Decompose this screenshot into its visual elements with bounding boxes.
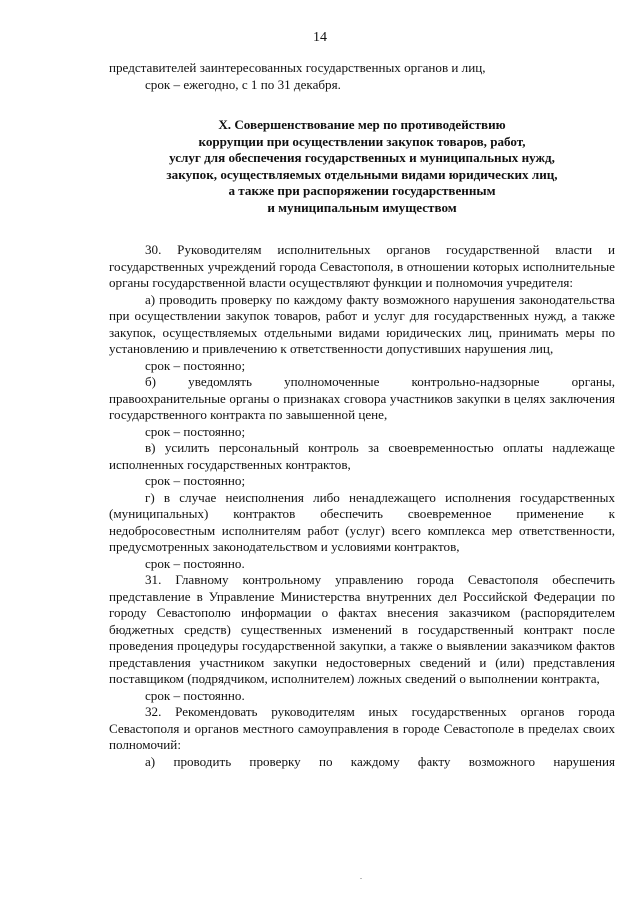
section-heading-line: закупок, осуществляемых отдельными видами юридических лиц, <box>166 166 558 182</box>
paragraph-30: 30. Руководителям исполнительных органов государственной власти и государственных учреждений города Севастополя, в отношении которых исполнительные органы государственной власти осуществляют функции и полномочия учредителя: <box>109 242 615 290</box>
item-30b: б) уведомлять уполномоченные контрольно-надзорные органы, правоохранительные органы о признаках сговора участников закупки в целях заключения государственного контракта по завышенной цене, <box>109 374 615 422</box>
deadline: срок – постоянно. <box>145 555 245 571</box>
item-30a: а) проводить проверку по каждому факту возможного нарушения законодательства при осуществлении закупок товаров, работ и услуг для государственных нужд, а также закупок, осуществляемых отдельными видами юридических лиц, принимать меры по установлению и привлечению к ответственности допустивших нарушения лиц, <box>109 291 615 356</box>
deadline: срок – постоянно. <box>145 687 245 703</box>
item-32a: а) проводить проверку по каждому факту возможного нарушения <box>145 753 615 769</box>
item-30v: в) усилить персональный контроль за своевременностью оплаты надлежаще исполненных государственных контрактов, <box>109 440 615 472</box>
deadline: срок – постоянно; <box>145 473 246 488</box>
page-number: 14 <box>313 30 327 45</box>
section-heading-line: и муниципальным имуществом <box>267 199 457 215</box>
deadline: срок – постоянно; <box>145 423 246 439</box>
section-heading <box>109 117 615 216</box>
intro-deadline: срок – ежегодно, с 1 по 31 декабря. <box>145 76 341 92</box>
section-heading-line: X. Совершенствование мер по противодействию <box>218 117 506 132</box>
deadline: срок – постоянно; <box>145 357 246 373</box>
document-body <box>109 60 615 770</box>
intro-line: представителей заинтересованных государственных органов и лиц, <box>109 60 486 75</box>
paragraph-32: 32. Рекомендовать руководителям иных государственных органов города Севастополя и органов местного самоуправления в городе Севастополе в пределах своих полномочий: <box>109 704 615 752</box>
section-heading-line: услуг для обеспечения государственных и муниципальных нужд, <box>169 150 555 165</box>
paragraph-31: 31. Главному контрольному управлению города Севастополя обеспечить представление в Управление Министерства внутренних дел Российской Федерации по городу Севастополю информации о фактах внесения заказчиком (распорядителем бюджетных средств) существенных изменений в государственный контракт после проведения процедуры государственной закупки, а также о выявлении заказчиком фактов представления участником закупки недостоверных сведений и (или) представления поставщиком (подрядчиком, исполнителем) ложных сведений о выполнении контракта, <box>109 572 615 686</box>
item-30g: г) в случае неисполнения либо ненадлежащего исполнения государственных (муниципальных) контрактов обеспечить своевременное применение к недобросовестным исполнителям работ (услуг) всего комплекса мер ответственности, предусмотренных законодательством и условиями контрактов, <box>109 489 615 554</box>
scan-dot <box>360 878 362 879</box>
section-heading-line: коррупции при осуществлении закупок товаров, работ, <box>198 133 526 149</box>
section-heading-line: а также при распоряжении государственным <box>228 183 496 198</box>
